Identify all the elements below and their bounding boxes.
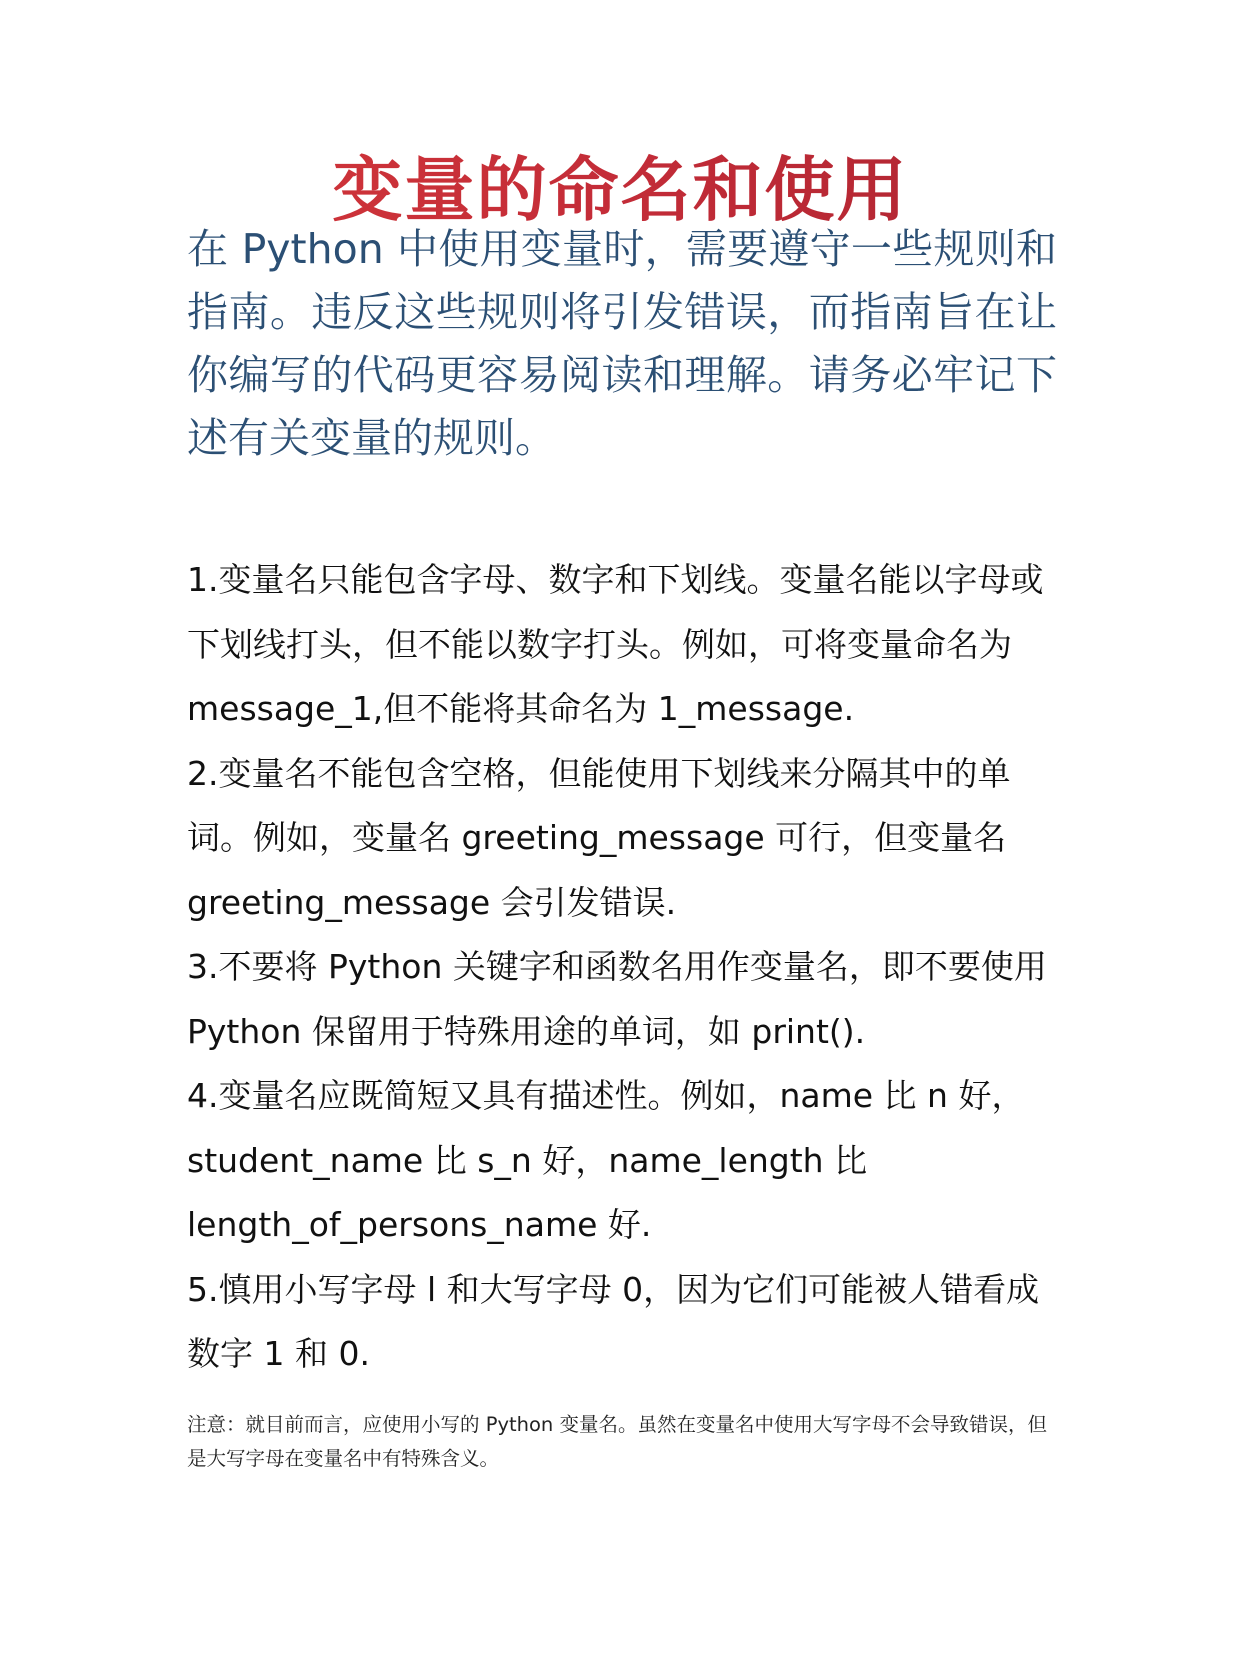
rule-item: 5.慎用小写字母 l 和大写字母 0，因为它们可能被人错看成数字 1 和 0. [187, 1269, 1040, 1373]
rule-item: 4.变量名应既简短又具有描述性。例如，name 比 n 好，student_name 比 s_n 好，name_length 比 length_of_persons_name 好. [187, 1076, 1025, 1244]
rule-item: 2.变量名不能包含空格，但能使用下划线来分隔其中的单词。例如，变量名 greeting_message 可行，但变量名 greeting_message 会引发错误. [187, 753, 1011, 922]
intro-paragraph: 在 Python 中使用变量时，需要遵守一些规则和指南。违反这些规则将引发错误，而指南旨在让你编写的代码更容易阅读和理解。请务必牢记下述有关变量的规则。 [187, 225, 1057, 462]
rule-item: 3.不要将 Python 关键字和函数名用作变量名，即不要使用 Python 保留用于特殊用途的单词，如 print(). [187, 947, 1047, 1051]
rule-item: 1.变量名只能包含字母、数字和下划线。变量名能以字母或下划线打头，但不能以数字打头。例如，可将变量命名为 message_1,但不能将其命名为 1_message. [187, 560, 1044, 728]
rules-list [187, 548, 1057, 1387]
note-paragraph: 注意：就目前而言，应使用小写的 Python 变量名。虽然在变量名中使用大写字母不会导致错误，但是大写字母在变量名中有特殊含义。 [187, 1413, 1047, 1470]
document-title: 变量的命名和使用 [0, 145, 1241, 235]
